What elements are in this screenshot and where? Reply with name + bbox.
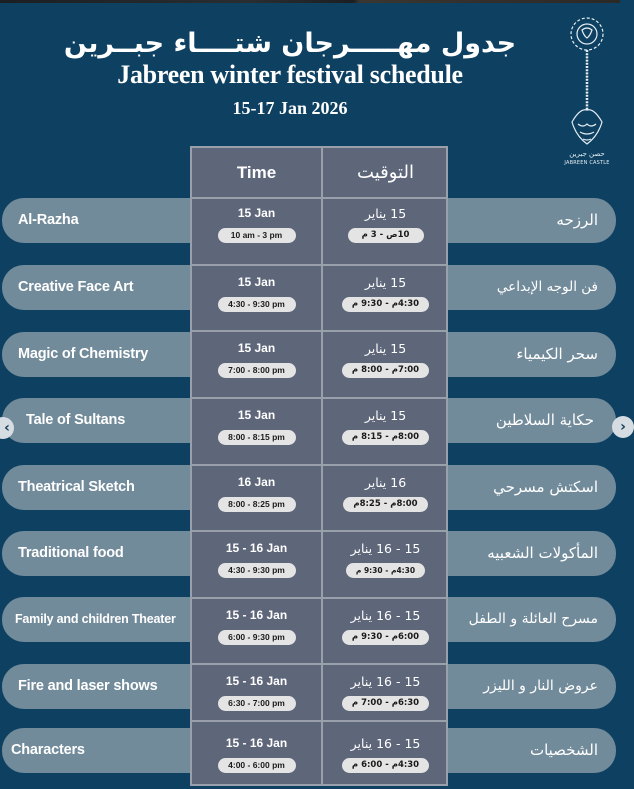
row-divider [192,720,446,722]
event-name-ar: الرزحه [556,211,598,229]
event-band-ar [446,531,616,576]
event-time-en: 4:00 - 6:00 pm [218,758,296,773]
event-name-ar: سحر الكيمياء [516,345,598,363]
event-time-ar: 6:00م - 9:30 م [342,630,429,645]
table-row [192,726,321,773]
event-band-en [2,597,192,642]
event-band-en [2,265,192,310]
event-time-ar: 7:00م - 8:00 م [342,363,429,378]
event-date-ar: 15 - 16 يناير [350,608,421,623]
table-row [323,198,448,243]
logo-name-english: JABREEN CASTLE [564,160,610,166]
event-date-en: 16 Jan [237,475,276,489]
logo-name-arabic: حصن جبرين [569,150,605,158]
event-date-ar: 15 يناير [364,206,407,221]
table-row [192,664,321,711]
event-time-en: 4:30 - 9:30 pm [218,297,296,312]
jabreen-castle-logo-icon [560,12,614,172]
table-row [323,598,448,645]
event-date-en: 15 - 16 Jan [225,674,288,688]
event-time-en: 10 am - 3 pm [218,228,296,243]
event-name-en: Theatrical Sketch [18,479,135,495]
table-row [192,531,321,578]
event-date-en: 15 Jan [237,275,276,289]
event-time-en: 6:30 - 7:00 pm [218,696,296,711]
event-name-en: Al-Razha [18,212,79,228]
column-header-time-en: Time [236,163,277,182]
event-name-en: Family and children Theater [15,612,176,626]
event-name-en: Characters [11,742,85,758]
table-row [192,331,321,378]
event-time-ar: 10ص - 3 م [348,228,424,243]
table-row [323,664,448,711]
top-image-strip [0,0,620,3]
event-time-ar: 6:30م - 7:00 م [342,696,429,711]
schedule-table [190,146,448,786]
table-row [323,465,448,512]
carousel-next-button[interactable] [612,416,634,438]
event-time-en: 7:00 - 8:00 pm [218,363,296,378]
table-row [323,331,448,378]
table-row [192,398,321,445]
event-date-ar: 15 - 16 يناير [350,736,421,751]
table-row [192,598,321,645]
event-band-en [2,465,192,510]
column-header-time-ar: التوقيت [357,162,414,183]
table-row [323,726,448,773]
event-time-en: 8:00 - 8:15 pm [218,430,296,445]
event-name-en: Magic of Chemistry [18,346,149,362]
event-time-ar: 4:30م - 9:30 م [342,297,429,312]
event-band-en [2,198,192,243]
table-row [323,531,448,578]
event-name-ar: مسرح العائلة و الطفل [468,611,598,627]
page-title-english: Jabreen winter festival schedule [117,60,463,89]
event-band-en [2,728,192,773]
event-time-en: 6:00 - 9:30 pm [218,630,296,645]
event-name-ar: المأكولات الشعبيه [487,544,598,562]
event-name-en: Traditional food [18,545,124,561]
event-date-ar: 15 يناير [364,341,407,356]
event-date-ar: 16 يناير [364,475,407,490]
event-date-en: 15 Jan [237,341,276,355]
event-date-en: 15 - 16 Jan [225,608,288,622]
event-band-ar [446,398,616,443]
table-row [192,198,321,243]
event-time-ar: 4:30م - 6:00 م [342,758,429,773]
event-name-ar: فن الوجه الإبداعي [496,279,598,295]
event-date-en: 15 - 16 Jan [225,541,288,555]
event-date-ar: 15 - 16 يناير [350,674,421,689]
event-band-en [2,332,192,377]
page-title-arabic: جدول مهـــــرجان شتــــاء جبــرين [63,28,517,59]
event-date-ar: 15 - 16 يناير [350,541,421,556]
event-name-en: Fire and laser shows [18,678,158,694]
event-band-ar [446,265,616,310]
event-date-en: 15 - 16 Jan [225,736,288,750]
event-date-ar: 15 يناير [364,275,407,290]
festival-date-range: 15-17 Jan 2026 [232,98,348,118]
event-date-en: 15 Jan [237,206,276,220]
table-row [323,265,448,312]
event-band-en [2,398,192,443]
event-time-en: 4:30 - 9:30 pm [218,563,296,578]
event-band-ar [446,728,616,773]
event-band-en [2,531,192,576]
event-band-en [2,664,192,709]
event-name-ar: اسكتش مسرحي [493,478,598,496]
table-row [323,398,448,445]
event-band-ar [446,664,616,709]
event-band-ar [446,198,616,243]
event-band-ar [446,332,616,377]
event-name-en: Creative Face Art [18,279,134,295]
table-row [192,265,321,312]
event-band-ar [446,597,616,642]
event-time-en: 8:00 - 8:25 pm [218,497,296,512]
event-date-en: 15 Jan [237,408,276,422]
event-name-ar: حكاية السلاطين [495,411,594,429]
chevron-right-icon: › [620,419,626,435]
chevron-left-icon: ‹ [4,420,10,436]
event-time-ar: 4:30م - 9:30 م [346,563,425,578]
event-time-ar: 8:00م - 8:15 م [342,430,429,445]
event-date-ar: 15 يناير [364,408,407,423]
event-time-ar: 8:00م - 8:25م [343,497,427,512]
table-row [192,465,321,512]
event-band-ar [446,465,616,510]
event-name-ar: عروض النار و الليزر [483,678,598,694]
event-name-ar: الشخصيات [529,741,598,759]
event-name-en: Tale of Sultans [26,412,126,428]
